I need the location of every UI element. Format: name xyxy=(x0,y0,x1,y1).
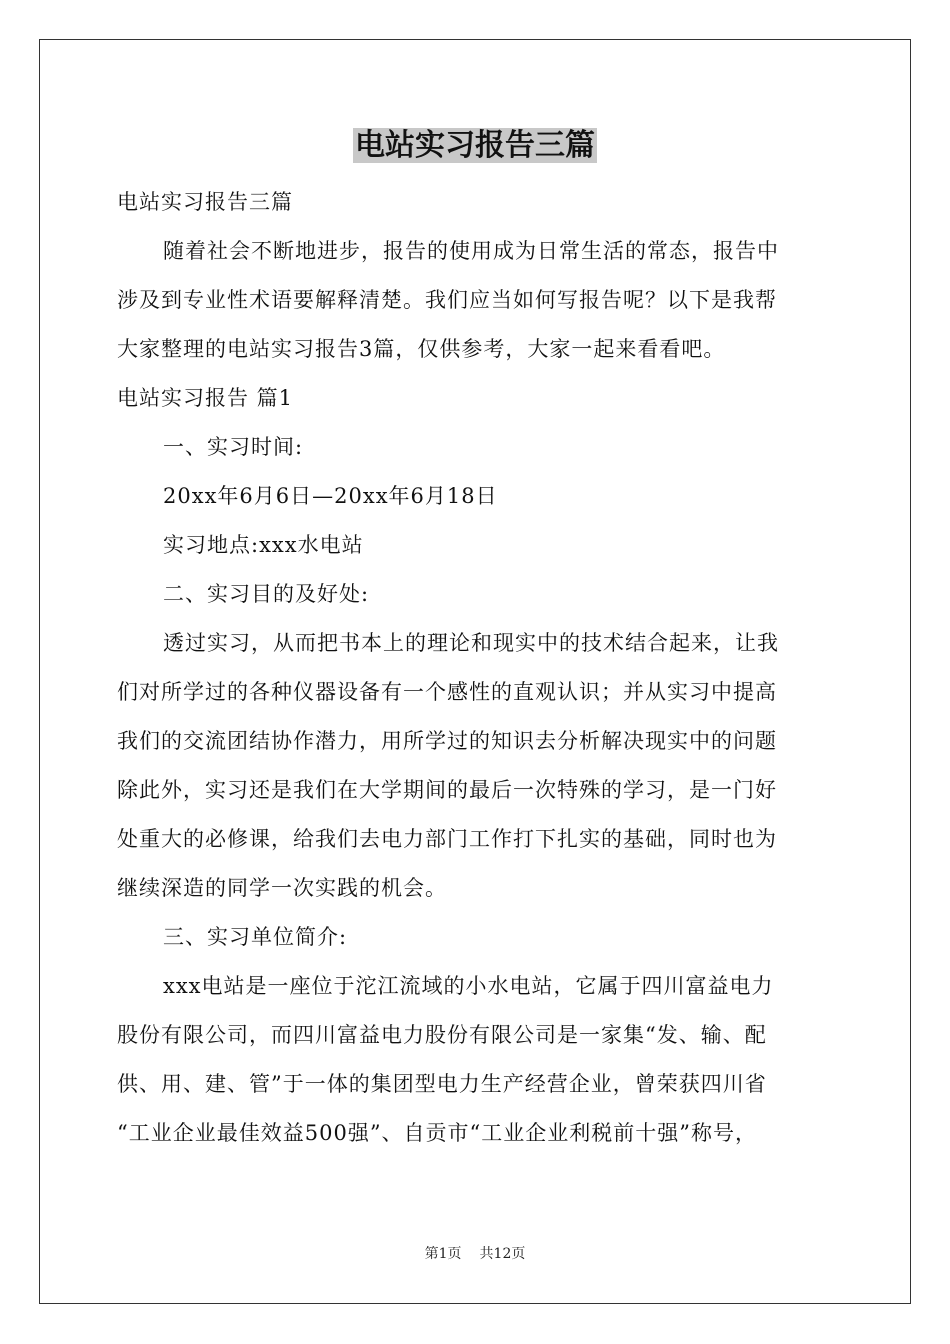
text-line: 20xx年6月6日—20xx年6月18日 xyxy=(163,484,498,508)
text-line: 电站实习报告三篇 xyxy=(117,190,293,214)
text-line: 电站实习报告 篇1 xyxy=(117,386,294,410)
text-line: 处重大的必修课，给我们去电力部门工作打下扎实的基础，同时也为 xyxy=(117,827,777,851)
document-body xyxy=(117,178,837,1158)
text-line: 一、实习时间: xyxy=(163,435,304,459)
page-number: 第1页 xyxy=(424,1246,462,1262)
text-line: 供、用、建、管”于一体的集团型电力生产经营企业，曾荣获四川省 xyxy=(117,1072,767,1096)
page-footer xyxy=(0,1244,950,1264)
document-title xyxy=(0,126,950,166)
text-line: 二、实习目的及好处: xyxy=(163,582,370,606)
document-title-text: 电站实习报告三篇 xyxy=(355,128,595,163)
text-line: xxx电站是一座位于沱江流域的小水电站，它属于四川富益电力 xyxy=(163,974,774,998)
text-line: 除此外，实习还是我们在大学期间的最后一次特殊的学习，是一门好 xyxy=(117,778,777,802)
text-line: “工业企业最佳效益500强”、自贡市“工业企业利税前十强”称号， xyxy=(117,1121,758,1145)
text-line: 我们的交流团结协作潜力，用所学过的知识去分析解决现实中的问题 xyxy=(117,729,777,753)
text-line: 透过实习，从而把书本上的理论和现实中的技术结合起来，让我 xyxy=(163,631,779,655)
text-line: 随着社会不断地进步，报告的使用成为日常生活的常态，报告中 xyxy=(163,239,779,263)
page-total: 共12页 xyxy=(479,1246,526,1262)
text-line: 们对所学过的各种仪器设备有一个感性的直观认识；并从实习中提高 xyxy=(117,680,777,704)
text-line: 继续深造的同学一次实践的机会。 xyxy=(117,876,447,900)
text-line: 股份有限公司，而四川富益电力股份有限公司是一家集“发、输、配 xyxy=(117,1023,767,1047)
text-line: 三、实习单位简介: xyxy=(163,925,348,949)
text-line: 实习地点:xxx水电站 xyxy=(163,533,364,557)
text-line: 涉及到专业性术语要解释清楚。我们应当如何写报告呢？以下是我帮 xyxy=(117,288,777,312)
text-line: 大家整理的电站实习报告3篇，仅供参考，大家一起来看看吧。 xyxy=(117,337,726,361)
